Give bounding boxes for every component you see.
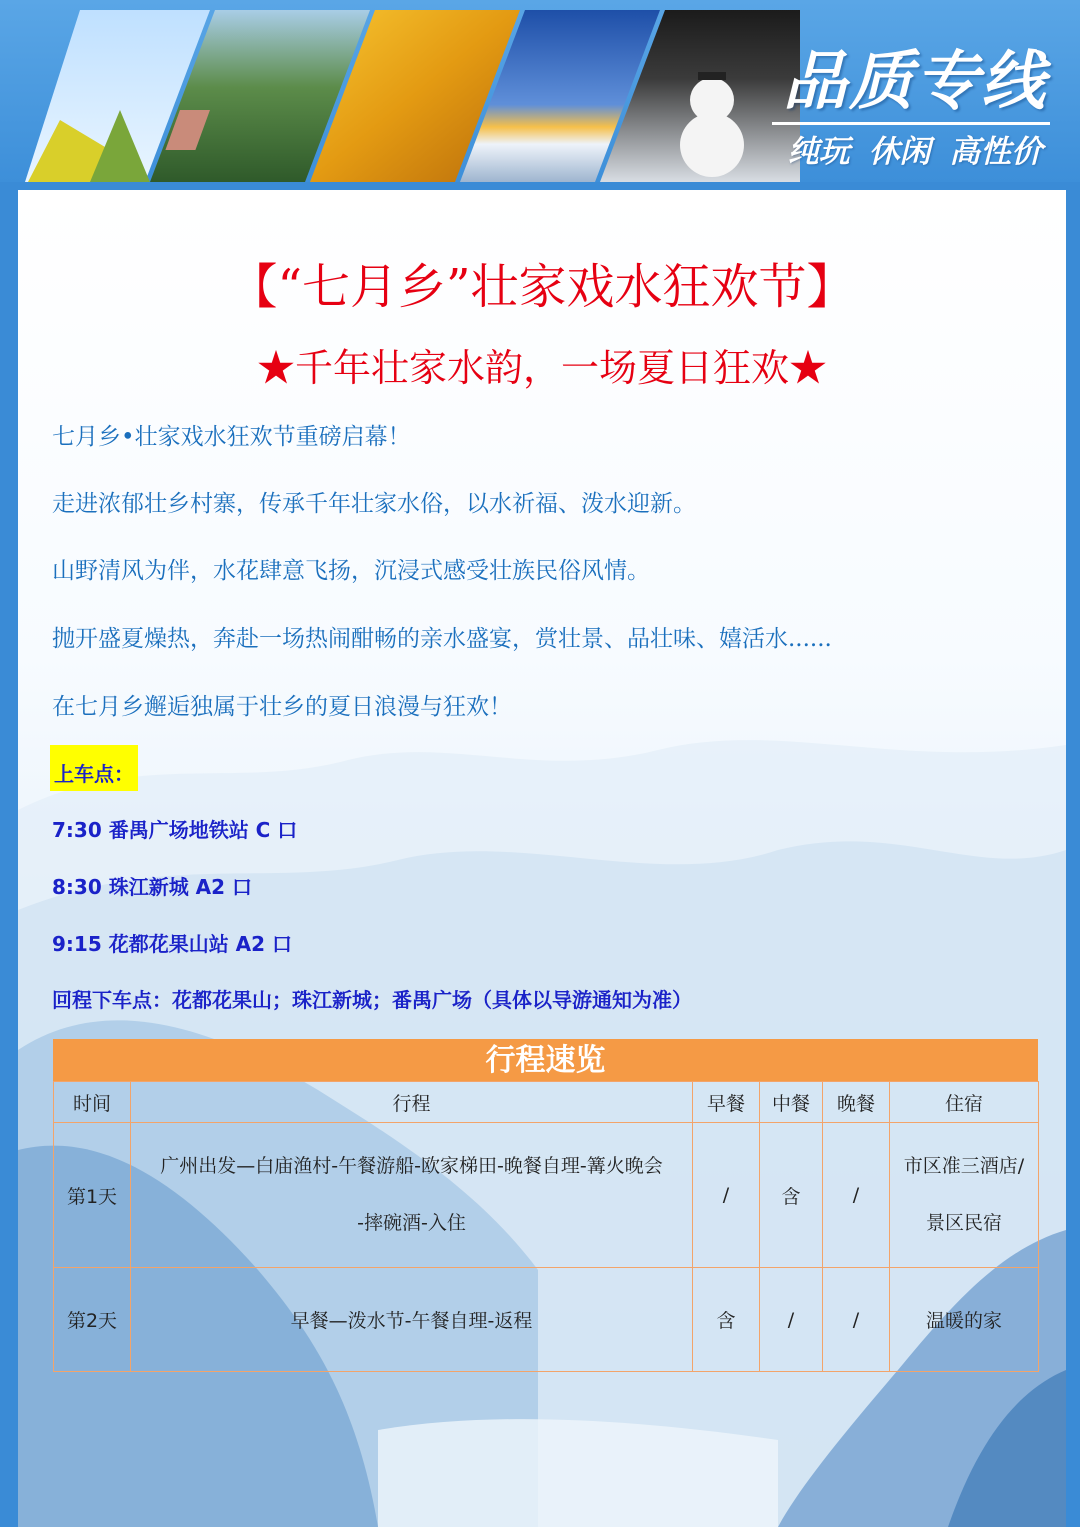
top-banner	[0, 0, 1080, 182]
intro-paragraph: 在七月乡邂逅独属于壮乡的夏日浪漫与狂欢！	[52, 694, 512, 720]
stay-line: 景区民宿	[925, 1212, 1002, 1234]
column-header: 中餐	[760, 1082, 823, 1123]
pickup-point: 8:30 珠江新城 A2 口	[52, 875, 253, 899]
pickup-point: 7:30 番禺广场地铁站 C 口	[52, 818, 298, 842]
column-header: 时间	[54, 1082, 131, 1123]
column-header: 早餐	[693, 1082, 760, 1123]
route-cell: 早餐—泼水节-午餐自理-返程	[131, 1268, 693, 1372]
stay-cell	[890, 1123, 1039, 1268]
dinner-cell: /	[823, 1123, 890, 1268]
day-cell: 第2天	[54, 1268, 131, 1372]
lunch-cell: 含	[760, 1123, 823, 1268]
frame-right	[1066, 182, 1080, 1527]
return-dropoff: 回程下车点：花都花果山；珠江新城；番禺广场（具体以导游通知为准）	[52, 988, 692, 1012]
page-title: 【“七月乡”壮家戏水狂欢节】	[229, 259, 855, 315]
dinner-cell: /	[823, 1268, 890, 1372]
scenery-photo-strip	[0, 0, 800, 182]
day-cell: 第1天	[54, 1123, 131, 1268]
intro-paragraph: 抛开盛夏燥热，奔赴一场热闹酣畅的亲水盛宴，赏壮景、品壮味、嬉活水......	[52, 626, 832, 652]
brand-title: 品质专线	[783, 45, 1047, 119]
route-line: -摔碗酒-入住	[357, 1212, 466, 1234]
table-row	[54, 1268, 1039, 1372]
column-header: 行程	[131, 1082, 693, 1123]
pickup-heading: 上车点：	[50, 745, 138, 791]
column-header: 住宿	[890, 1082, 1039, 1123]
stay-cell: 温暖的家	[890, 1268, 1039, 1372]
table-row	[54, 1123, 1039, 1268]
itinerary-table	[53, 1081, 1039, 1372]
stay-line: 市区准三酒店/	[903, 1155, 1025, 1177]
itinerary-heading: 行程速览	[53, 1039, 1038, 1081]
frame-left	[0, 182, 18, 1527]
brand-subtitle: 纯玩 休闲 高性价	[787, 134, 1043, 170]
route-line: 广州出发—白庙渔村-午餐游船-欧家梯田-晚餐自理-篝火晚会	[160, 1155, 663, 1177]
frame-top	[14, 182, 1070, 190]
lunch-cell: /	[760, 1268, 823, 1372]
page-subtitle: ★千年壮家水韵，一场夏日狂欢★	[256, 346, 827, 390]
intro-paragraph: 七月乡•壮家戏水狂欢节重磅启幕！	[52, 424, 411, 450]
brand-divider	[772, 122, 1050, 125]
breakfast-cell: 含	[693, 1268, 760, 1372]
table-header-row	[54, 1082, 1039, 1123]
intro-paragraph: 山野清风为伴，水花肆意飞扬，沉浸式感受壮族民俗风情。	[52, 558, 650, 584]
pickup-point: 9:15 花都花果山站 A2 口	[52, 932, 293, 956]
column-header: 晚餐	[823, 1082, 890, 1123]
breakfast-cell: /	[693, 1123, 760, 1268]
route-cell	[131, 1123, 693, 1268]
intro-paragraph: 走进浓郁壮乡村寨，传承千年壮家水俗，以水祈福、泼水迎新。	[52, 491, 696, 517]
